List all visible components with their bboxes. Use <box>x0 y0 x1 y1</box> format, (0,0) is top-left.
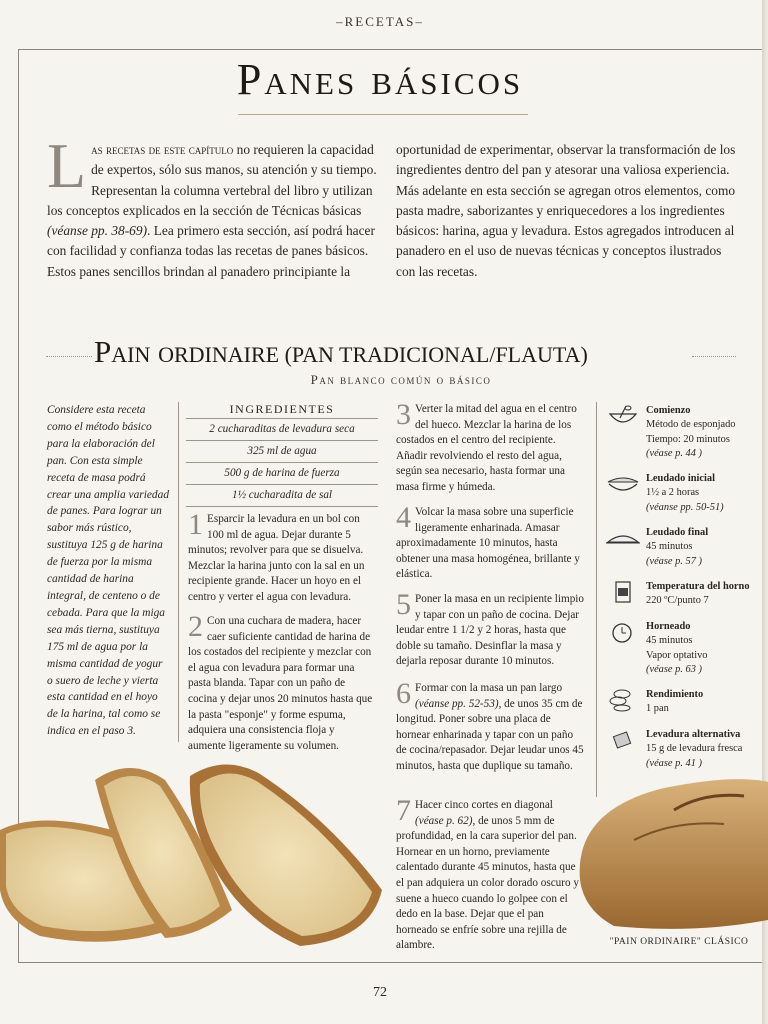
step-1 <box>188 508 374 606</box>
info-label: Leudado inicial <box>646 473 716 484</box>
info-label: Temperatura del horno <box>646 581 750 592</box>
main-title: Panes básicos <box>236 55 524 104</box>
bowl-whisk-icon <box>606 404 640 428</box>
yeast-block-icon <box>606 728 640 752</box>
dotted-rule-right <box>692 356 736 357</box>
page-number: 72 <box>373 985 387 1000</box>
info-label: Rendimiento <box>646 689 704 700</box>
intro-lead: as recetas de este capítulo <box>91 142 234 157</box>
dropcap: L <box>47 130 87 201</box>
info-line: Vapor optativo <box>646 649 708 661</box>
step-text-pre: Hacer cinco cortes en diagonal <box>415 799 553 811</box>
whole-loaf-photo <box>574 770 768 934</box>
intro-text-a: no requieren la capacidad de expertos, sólo sus manos, su atención y su tiempo. Representan la columna vertebral del libro y utilizan los conceptos explicados en la sección de Técnicas básicas <box>47 142 377 218</box>
step-ref: (véase p. 62) <box>415 814 473 827</box>
step-number: 6 <box>396 677 411 710</box>
step-text: Con una cuchara de madera, hacer caer suficiente cantidad de harina de los costados del recipiente y mezclar con el agua con levadura para formar una pasta blanda. Tapar con un paño de cocina y dejar unos 20 minutos hasta que la pasta "esponje" y forme espuma, adquiera una consistencia floja y aumente ligeramente su volumen. <box>188 615 373 752</box>
photo-caption: "PAIN ORDINAIRE" CLÁSICO <box>609 937 749 947</box>
info-line: 220 ºC/punto 7 <box>646 595 709 607</box>
recipe-title-paren: (PAN TRADICIONAL/FLAUTA) <box>279 342 588 367</box>
info-line: Método de esponjado <box>646 419 736 431</box>
step-text: , de unos 5 mm de profundidad, en la cara superior del pan. Hornear en un horno, previamente calentado durante 45 minutos, hasta que el pan adquiera un color dorado oscuro y suene a hueco cuando lo golpee con el dedo en la base. Dejar que el pan horneado se enfríe sobre una rejilla de alambre. <box>396 814 579 952</box>
step-ref: (véanse pp. 52-53) <box>415 697 499 710</box>
step-6 <box>396 677 584 775</box>
info-ref: (véase p. 57 ) <box>646 555 702 567</box>
column-divider-1 <box>178 402 179 742</box>
step-number: 5 <box>396 588 411 621</box>
step-text: Poner la masa en un recipiente limpio y tapar con un paño de cocina. Dejar leudar entre 1 1/2 y 2 horas, hasta que doble su tamaño. Desinflar la masa y dejarla reposar durante 10 minutos. <box>396 593 585 668</box>
step-2 <box>188 610 374 754</box>
title-rule <box>238 114 528 115</box>
loaf-rising-icon <box>606 526 640 550</box>
step-text: Volcar la masa sobre una superficie ligeramente enharinada. Amasar aproximadamente 10 minutos, hasta obtener una masa homogénea, brillante y elástica. <box>396 506 580 581</box>
ingredient-item: 500 g de harina de fuerza <box>186 462 378 484</box>
ingredients-list <box>186 418 378 507</box>
info-label: Horneado <box>646 621 691 632</box>
info-ref: (véase p. 41 ) <box>646 757 702 769</box>
ingredient-item: 1½ cucharadita de sal <box>186 484 378 507</box>
step-text: Verter la mitad del agua en el centro del hueco. Mezclar la harina de los costados en el centro del recipiente. Añadir revolviendo el resto del agua, según sea necesario, hasta formar una masa firme y húmeda. <box>396 403 577 493</box>
step-number: 4 <box>396 501 411 534</box>
info-label: Comienzo <box>646 405 691 416</box>
step-number: 7 <box>396 794 411 827</box>
ingredient-item: 2 cucharaditas de levadura seca <box>186 418 378 440</box>
step-number: 3 <box>396 398 411 431</box>
step-7 <box>396 794 584 954</box>
info-label: Leudado final <box>646 527 709 538</box>
timer-icon <box>606 620 640 644</box>
recipe-note: Considere esta receta como el método básico para la elaboración del pan. Con esta simple receta de masa podrá crear una amplia variedad de panes. Para lograr un sabor más rústico, sustituya 125 g de harina de fuerza por la misma cantidad de harina integral, de centeno o de cebada. Para que la miga sea más tierna, sustituya 175 ml de agua por la misma cantidad de yogur o suero de leche y vierta esta cantidad en el hoyo de la harina, tal como se indica en el paso 3. <box>47 404 170 738</box>
intro-text-b: . Lea primero esta sección, así podrá hacer con facilidad y confianza todas las recetas de panes básicos. Estos panes sencillos brindan al panadero principiante la <box>47 223 375 279</box>
info-ref: (véase p. 44 ) <box>646 448 702 460</box>
intro-left-column <box>47 130 377 282</box>
step-number: 2 <box>188 610 203 643</box>
ingredients-title: INGREDIENTES <box>229 402 335 416</box>
info-line: 45 minutos <box>646 541 693 553</box>
info-line: 45 minutos <box>646 635 693 647</box>
column-divider-3 <box>596 402 597 797</box>
intro-ref: (véanse pp. 38-69) <box>47 223 148 239</box>
recipe-title-main: Pain ordinaire <box>94 334 280 369</box>
info-ref: (véase p. 63 ) <box>646 664 702 676</box>
step-text: Esparcir la levadura en un bol con 100 ml de agua. Dejar durante 5 minutos; revolver para que se disuelva. Mezclar la harina junto con la sal en un recipiente grande. Hacer un hoyo en el centro y verter el agua con levadura. <box>188 513 365 603</box>
info-line: Tiempo: 20 minutos <box>646 433 730 445</box>
step-4 <box>396 501 584 583</box>
step-3 <box>396 398 584 496</box>
covered-bowl-icon <box>606 472 640 496</box>
intro-right-column: oportunidad de experimentar, observar la transformación de los ingredientes dentro del pan y atesorar una valiosa experiencia. Más adelante en esta sección se agregan otros elementos, como pasta madre, saborizantes y enriquecedores a los ingredientes básicos: harina, agua y levadura. Estos agregados introducen al panadero en el uso de nuevas técnicas y conceptos ilustrados con las recetas. <box>396 142 736 279</box>
step-number: 1 <box>188 508 203 541</box>
step-5 <box>396 588 585 670</box>
ingredient-item: 325 ml de agua <box>186 440 378 462</box>
sliced-bread-photo <box>0 740 384 960</box>
recipe-subtitle: Pan blanco común o básico <box>310 372 492 387</box>
section-tag: –RECETAS– <box>336 14 424 29</box>
info-line: 15 g de levadura fresca <box>646 743 743 755</box>
oven-icon <box>606 580 640 604</box>
info-line: 1 pan <box>646 703 669 715</box>
info-label: Levadura alternativa <box>646 729 741 740</box>
step-text: , de unos 35 cm de longitud. Poner sobre una placa de hornear enharinada y tapar con un paño de cocina/repasador. Dejar leudar unos 45 minutos, hasta que duplique su tamaño. <box>396 697 584 772</box>
bread-slices-icon <box>606 688 640 712</box>
info-line: 1½ a 2 horas <box>646 487 700 499</box>
dotted-rule-left <box>46 356 92 357</box>
step-text-pre: Formar con la masa un pan largo <box>415 682 563 694</box>
recipe-title <box>94 334 694 370</box>
info-ref: (véanse pp. 50-51) <box>646 501 724 513</box>
